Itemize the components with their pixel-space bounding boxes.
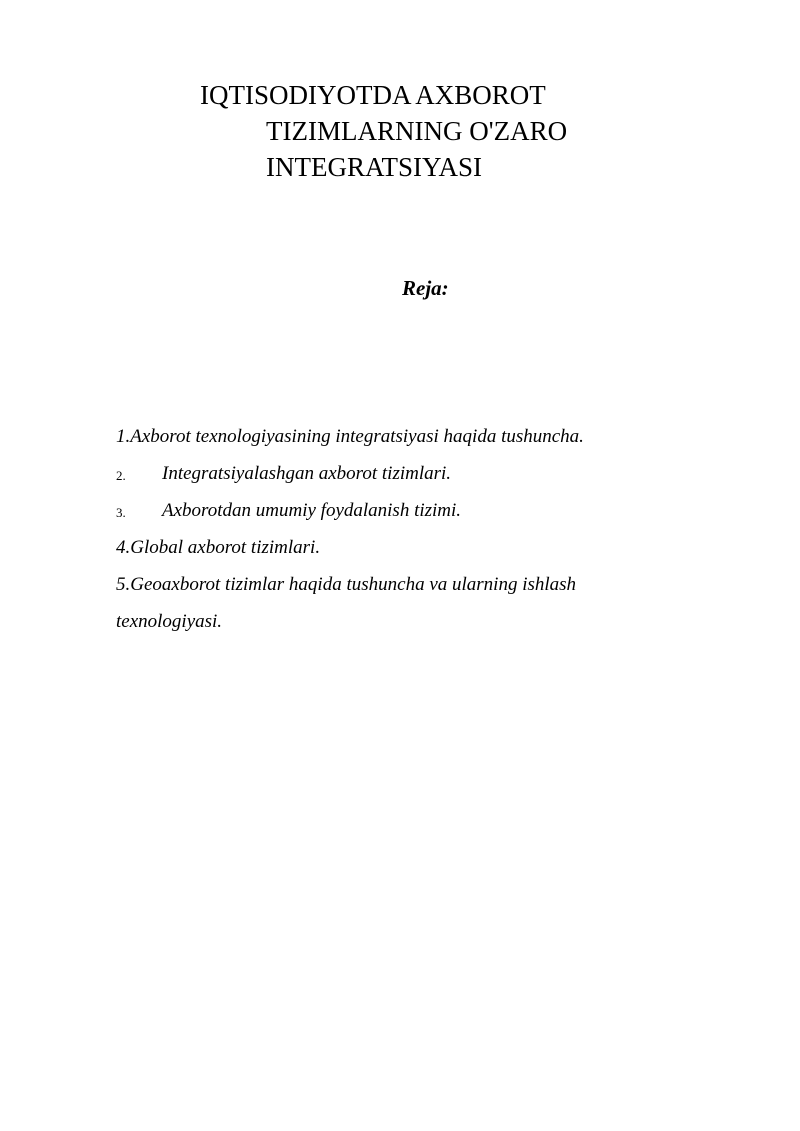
plan-item-number: 1. bbox=[116, 426, 131, 447]
plan-item-number: 4. bbox=[116, 537, 131, 558]
plan-item-number: 3. bbox=[116, 505, 126, 520]
plan-item-text: Global axborot tizimlari. bbox=[130, 537, 321, 558]
plan-item-text: Integratsiyalashgan axborot tizimlari. bbox=[162, 463, 452, 484]
plan-list bbox=[116, 424, 736, 646]
plan-item-text: Geoaxborot tizimlar haqida tushuncha va ularning ishlash bbox=[130, 574, 577, 595]
plan-item-2 bbox=[116, 461, 736, 498]
plan-item-3 bbox=[116, 498, 736, 535]
plan-item-4 bbox=[116, 535, 736, 572]
plan-item-1 bbox=[116, 424, 736, 461]
plan-item-number: 2. bbox=[116, 468, 126, 483]
document-title-line-1: IQTISODIYOTDA AXBOROT bbox=[200, 80, 546, 110]
plan-item-5 bbox=[116, 572, 736, 609]
plan-heading: Reja: bbox=[402, 276, 449, 300]
plan-item-5-continuation bbox=[116, 609, 736, 646]
document-title-line-3: INTEGRATSIYASI bbox=[266, 152, 482, 182]
plan-item-text: Axborot texnologiyasining integratsiyasi haqida tushuncha. bbox=[130, 426, 584, 447]
plan-item-number: 5. bbox=[116, 574, 131, 595]
plan-item-text: Axborotdan umumiy foydalanish tizimi. bbox=[162, 500, 462, 521]
document-title-line-2: TIZIMLARNING O'ZARO bbox=[266, 116, 568, 146]
plan-item-text-continuation: texnologiyasi. bbox=[116, 611, 223, 632]
